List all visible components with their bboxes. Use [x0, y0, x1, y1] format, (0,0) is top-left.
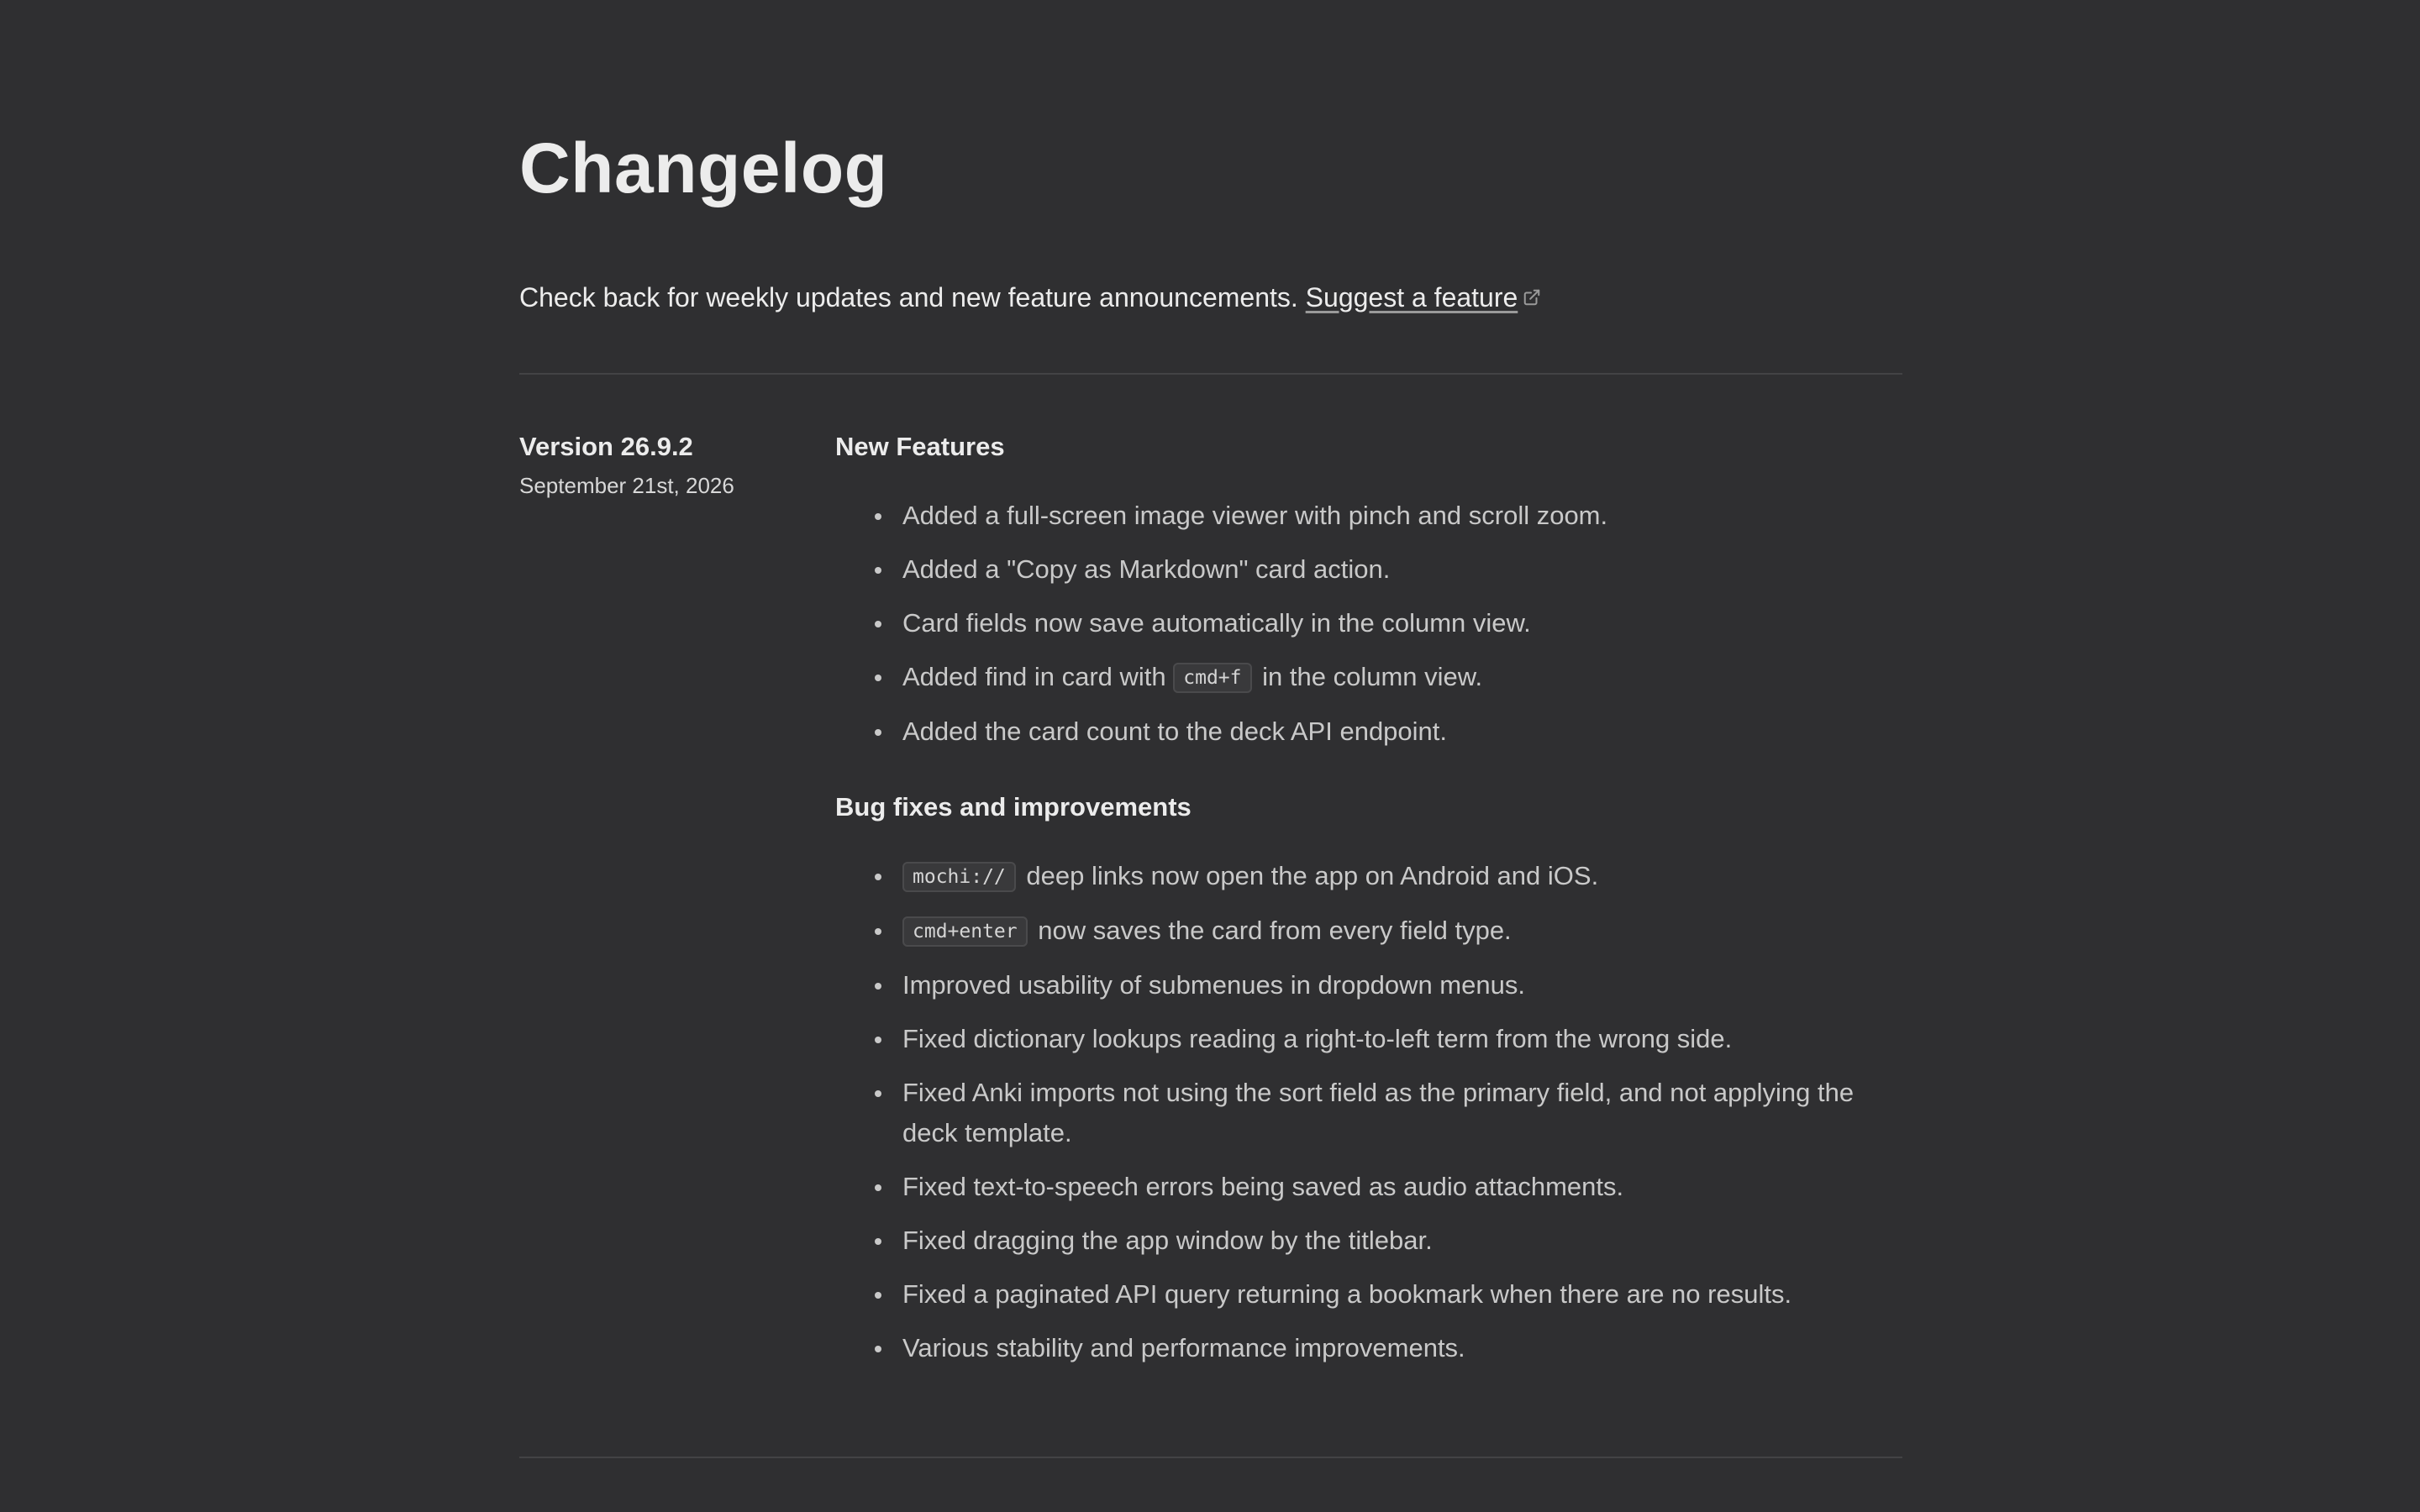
list-item: Fixed a paginated API query returning a bookmark when there are no results. [835, 1274, 1902, 1315]
bug-fixes-list [835, 856, 1902, 1368]
list-item: Fixed dictionary lookups reading a right-to-left term from the wrong side. [835, 1019, 1902, 1059]
list-item: Fixed Anki imports not using the sort field as the primary field, and not applying the deck template. [835, 1073, 1902, 1153]
external-link-icon [1523, 288, 1541, 307]
suggest-feature-label: Suggest a feature [1305, 282, 1518, 312]
list-item: Card fields now save automatically in the column view. [835, 603, 1902, 643]
inline-code: cmd+enter [902, 916, 1028, 947]
suggest-feature-link[interactable] [1306, 282, 1518, 312]
list-item-text: in the column view. [1262, 662, 1483, 691]
list-item: Fixed dragging the app window by the titlebar. [835, 1221, 1902, 1261]
list-item: Added the card count to the deck API endpoint. [835, 711, 1902, 752]
list-item-text: now saves the card from every field type. [1038, 916, 1512, 945]
list-item [835, 657, 1902, 698]
list-item: Fixed text-to-speech errors being saved as audio attachments. [835, 1167, 1902, 1207]
list-item: Various stability and performance improvements. [835, 1328, 1902, 1368]
list-item-text: deep links now open the app on Android and iOS. [1026, 861, 1599, 890]
release-entry [519, 430, 1902, 1382]
release-version: Version 26.9.2 [519, 432, 693, 461]
inline-code: cmd+f [1173, 663, 1251, 693]
release-notes [835, 430, 1902, 1382]
list-item: Added a "Copy as Markdown" card action. [835, 549, 1902, 590]
page-title: Changelog [519, 129, 888, 207]
release-date: September 21st, 2026 [519, 473, 734, 498]
changelog-page [519, 0, 1902, 1382]
list-item: Improved usability of submenues in dropdown menus. [835, 965, 1902, 1005]
list-item-text: Added find in card with [902, 662, 1166, 691]
header-divider [519, 373, 1902, 375]
list-item [835, 911, 1902, 952]
list-item [835, 856, 1902, 897]
list-item: Added a full-screen image viewer with pinch and scroll zoom. [835, 496, 1902, 536]
bug-fixes-heading: Bug fixes and improvements [835, 792, 1192, 822]
new-features-list [835, 496, 1902, 752]
footer-divider [519, 1457, 1902, 1458]
inline-code: mochi:// [902, 862, 1016, 892]
intro-paragraph [519, 281, 1902, 314]
new-features-heading: New Features [835, 432, 1005, 461]
intro-text: Check back for weekly updates and new feature announcements. [519, 282, 1298, 312]
release-meta [519, 430, 835, 1382]
